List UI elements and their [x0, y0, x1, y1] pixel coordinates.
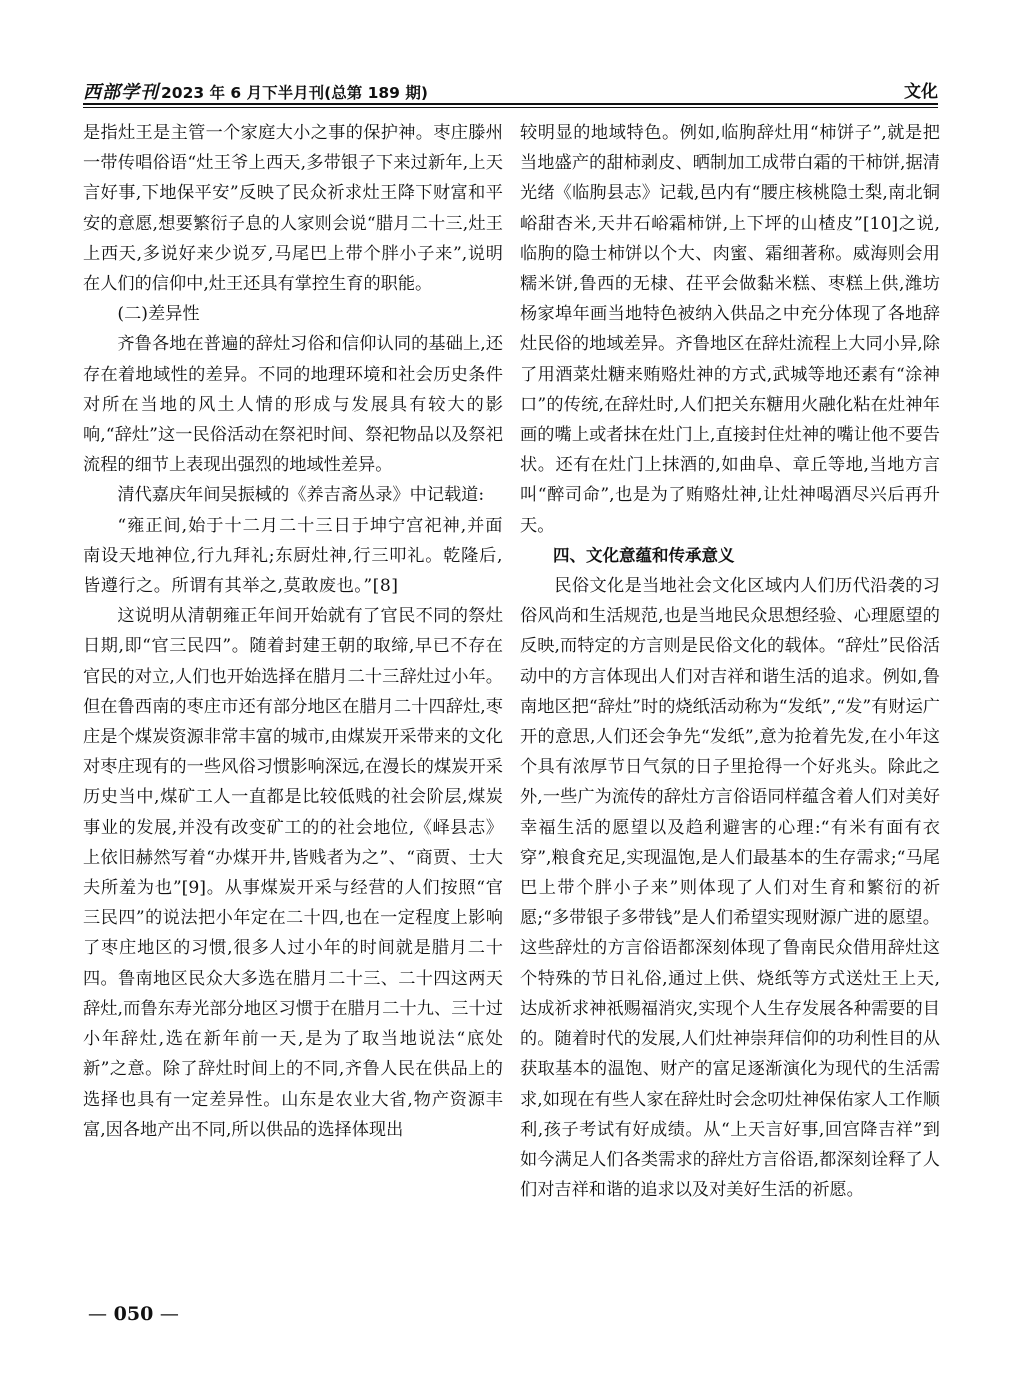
page-header — [83, 64, 938, 104]
left-column — [83, 118, 503, 1145]
paragraph: 清代嘉庆年间吴振棫的《养吉斋丛录》中记载道: — [117, 485, 485, 506]
section-heading: 四、文化意蕴和传承意义 — [553, 545, 735, 565]
paragraph: 这说明从清朝雍正年间开始就有了官民不同的祭灶日期,即“官三民四”。随着封建王朝的取缔,早已不存在官民的对立,人们也开始选择在腊月二十三辞灶过小年。但在鲁西南的枣庄市还有部分地区在腊月二十四辞灶,枣庄是个煤炭资源非常丰富的城市,由煤炭开采带来的文化对枣庄现有的一些风俗习惯影响深远,在漫长的煤炭开采历史当中,煤矿工人一直都是比较低贱的社会阶层,煤炭事业的发展,并没有改变矿工的的社会地位,《峄县志》上依旧赫然写着“办煤开井,皆贱者为之”、“商贾、士大夫所羞为也”[9]。从事煤炭开采与经营的人们按照“官三民四”的说法把小年定在二十四,也在一定程度上影响了枣庄地区的习惯,很多人过小年的时间就是腊月二十四。鲁南地区民众大多选在腊月二十三、二十四这两天辞灶,而鲁东寿光部分地区习惯于在腊月二十九、三十过小年辞灶,选在新年前一天,是为了取当地说法“底处新”之意。除了辞灶时间上的不同,齐鲁人民在供品上的选择也具有一定差异性。山东是农业大省,物产资源丰富,因各地产出不同,所以供品的选择体现出 — [83, 606, 503, 1140]
section-label: 文化 — [904, 82, 938, 102]
header-rule-thin — [83, 107, 938, 108]
issue-info: 2023 年 6 月下半月刊(总第 189 期) — [161, 84, 428, 102]
footer-dash-left: — — [88, 1303, 107, 1325]
right-column — [520, 118, 940, 1205]
paragraph: 是指灶王是主管一个家庭大小之事的保护神。枣庄滕州一带传唱俗语“灶王爷上西天,多带银子下来过新年,上天言好事,下地保平安”反映了民众祈求灶王降下财富和平安的意愿,想要繁衍子息的人家则会说“腊月二十三,灶王上西天,多说好来少说歹,马尾巴上带个胖小子来”,说明在人们的信仰中,灶王还具有掌控生育的职能。 — [83, 123, 503, 295]
header-rule — [83, 103, 938, 105]
page-number: 050 — [113, 1303, 154, 1325]
header-left — [83, 78, 428, 104]
paragraph: 较明显的地域特色。例如,临朐辞灶用“柿饼子”,就是把当地盛产的甜柿剥皮、晒制加工成带白霜的干柿饼,据清光绪《临朐县志》记载,邑内有“腰庄核桃隐士梨,南北铜峪甜杏米,天井石峪霜柿饼,上下坪的山楂皮”[10]之说,临朐的隐士柿饼以个大、肉蜜、霜细著称。威海则会用糯米饼,鲁西的无棣、茌平会做黏米糕、枣糕上供,潍坊杨家埠年画当地特色被纳入供品之中充分体现了各地辞灶民俗的地域差异。齐鲁地区在辞灶流程上大同小异,除了用酒菜灶糖来贿赂灶神的方式,武城等地还素有“涂神口”的传统,在辞灶时,人们把关东糖用火融化粘在灶神年画的嘴上或者抹在灶门上,直接封住灶神的嘴让他不要告状。还有在灶门上抹酒的,如曲阜、章丘等地,当地方言叫“醉司命”,也是为了贿赂灶神,让灶神喝酒尽兴后再升天。 — [520, 123, 940, 536]
block-quote: “雍正间,始于十二月二十三日于坤宁宫祀神,并面南设天地神位,行九拜礼;东厨灶神,行三叩礼。乾隆后,皆遵行之。所谓有其举之,莫敢废也。”[8] — [83, 515, 503, 597]
footer-dash-right: — — [159, 1303, 179, 1325]
subsection-heading: (二)差异性 — [117, 304, 200, 325]
paragraph: 民俗文化是当地社会文化区域内人们历代沿袭的习俗风尚和生活规范,也是当地民众思想经验、心理愿望的反映,而特定的方言则是民俗文化的载体。“辞灶”民俗活动中的方言体现出人们对吉祥和谐生活的追求。例如,鲁南地区把“辞灶”时的烧纸活动称为“发纸”,“发”有财运广开的意思,人们还会争先“发纸”,意为抢着先发,在小年这个具有浓厚节日气氛的日子里抢得一个好兆头。除此之外,一些广为流传的辞灶方言俗语同样蕴含着人们对美好幸福生活的愿望以及趋利避害的心理:“有米有面有衣穿”,粮食充足,实现温饱,是人们最基本的生存需求;“马尾巴上带个胖小子来”则体现了人们对生育和繁衍的祈愿;“多带银子多带钱”是人们希望实现财源广进的愿望。这些辞灶的方言俗语都深刻体现了鲁南民众借用辞灶这个特殊的节日礼俗,通过上供、烧纸等方式送灶王上天,达成祈求神祇赐福消灾,实现个人生存发展各种需要的目的。随着时代的发展,人们灶神崇拜信仰的功利性目的从获取基本的温饱、财产的富足逐渐演化为现代的生活需求,如现在有些人家在辞灶时会念叨灶神保佑家人工作顺利,孩子考试有好成绩。从“上天言好事,回宫降吉祥”到如今满足人们各类需求的辞灶方言俗语,都深刻诠释了人们对吉祥和谐的追求以及对美好生活的祈愿。 — [520, 576, 940, 1201]
paragraph: 齐鲁各地在普遍的辞灶习俗和信仰认同的基础上,还存在着地域性的差异。不同的地理环境和社会历史条件对所在当地的风土人情的形成与发展具有较大的影响,“辞灶”这一民俗活动在祭祀时间、祭祀物品以及祭祀流程的细节上表现出强烈的地域性差异。 — [83, 334, 503, 476]
page-footer — [88, 1303, 179, 1325]
journal-logo: 西部学刊 — [83, 82, 159, 103]
